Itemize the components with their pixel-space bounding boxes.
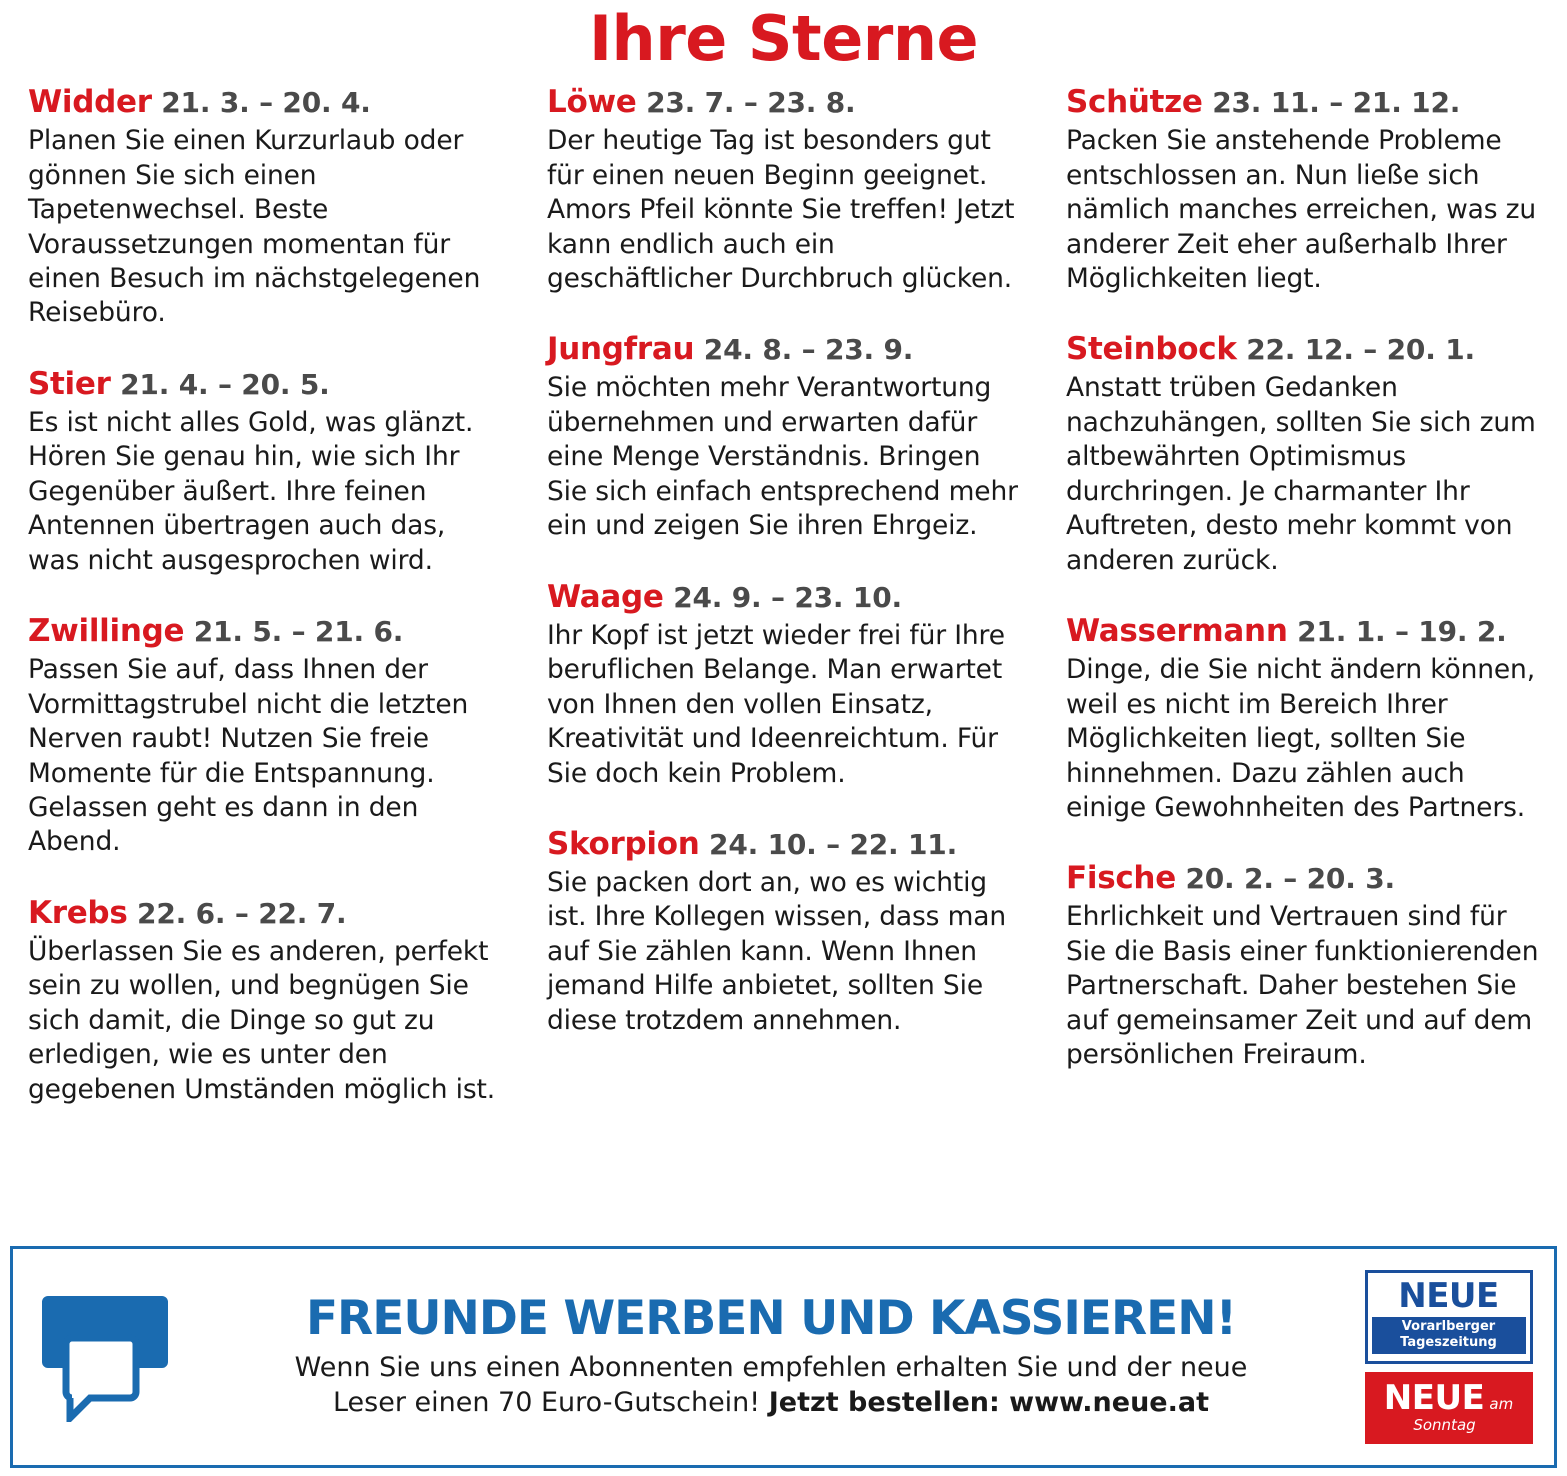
sign-name: Steinbock — [1066, 331, 1237, 368]
sign-wassermann — [1066, 614, 1539, 825]
sign-name: Schütze — [1066, 84, 1203, 121]
promo-order-link[interactable]: Jetzt bestellen: www.neue.at — [768, 1386, 1209, 1418]
promo-line-2-prefix: Leser einen 70 Euro-Gutschein! — [332, 1386, 761, 1418]
sign-dates: 22. 6. – 22. 7. — [137, 896, 347, 930]
promo-line-1: Wenn Sie uns einen Abonnenten empfehlen erhalten Sie und der neue — [294, 1352, 1248, 1384]
sign-heading — [547, 827, 1020, 861]
sign-name: Skorpion — [547, 825, 700, 862]
column-3 — [1066, 85, 1539, 1073]
sign-dates: 24. 8. – 23. 9. — [703, 333, 914, 367]
sign-jungfrau — [547, 332, 1020, 543]
sign-dates: 23. 11. – 21. 12. — [1212, 86, 1461, 120]
logo-subtitle: am Sonntag — [1413, 1394, 1514, 1434]
sign-name: Löwe — [547, 84, 637, 121]
sign-text: Sie packen dort an, wo es wichtig ist. Ihre Kollegen wissen, dass man auf Sie zählen kann. Wenn Ihnen jemand Hilfe anbietet, sollten Sie diese trotzdem annehmen. — [547, 867, 1006, 1036]
sign-dates: 21. 3. – 20. 4. — [161, 86, 371, 120]
promo-line-2 — [191, 1386, 1351, 1421]
sign-text: Überlassen Sie es anderen, perfekt sein zu wollen, und begnügen Sie sich damit, die Dinge so gut zu erledigen, wie es unter den gegebenen Umständen möglich ist. — [28, 935, 496, 1105]
sign-heading — [547, 85, 1020, 119]
sign-waage — [547, 580, 1020, 791]
sign-fische — [1066, 861, 1539, 1072]
sign-loewe — [547, 85, 1020, 296]
sign-dates: 24. 10. – 22. 11. — [709, 827, 958, 861]
sign-text: Sie möchten mehr Verantwortung übernehmen und erwarten dafür eine Menge Verständnis. Bringen Sie sich einfach entsprechend mehr ein und zeigen Sie ihren Ehrgeiz. — [547, 372, 1018, 542]
sign-text: Es ist nicht alles Gold, was glänzt. Hören Sie genau hin, wie sich Ihr Gegenüber äußert. Ihre feinen Antennen übertragen auch das, was nicht ausgesprochen wird. — [28, 406, 474, 576]
sign-dates: 21. 5. – 21. 6. — [193, 615, 404, 649]
sign-text: Der heutige Tag ist besonders gut für einen neuen Beginn geeignet. Amors Pfeil könnte Sie treffen! Jetzt kann endlich auch ein geschäftlicher Durchbruch glücken. — [547, 125, 1015, 294]
sign-dates: 23. 7. – 23. 8. — [646, 86, 856, 120]
column-1 — [28, 85, 501, 1107]
sign-heading — [28, 614, 501, 648]
sign-name: Waage — [547, 578, 664, 615]
sign-text: Passen Sie auf, dass Ihnen der Vormittagstrubel nicht die letzten Nerven raubt! Nutzen Sie freie Momente für die Entspannung. Gelassen geht es dann in den Abend. — [28, 654, 469, 858]
sign-name: Krebs — [28, 894, 128, 931]
sign-heading — [1066, 332, 1539, 366]
promo-title: FREUNDE WERBEN UND KASSIEREN! — [305, 1290, 1237, 1346]
sign-dates: 24. 9. – 23. 10. — [673, 580, 902, 614]
sign-text: Ehrlichkeit und Vertrauen sind für Sie die Basis einer funktionierenden Partnerschaft. Daher bestehen Sie auf gemeinsamer Zeit und auf dem persönlichen Freiraum. — [1066, 901, 1539, 1071]
sign-name: Wassermann — [1066, 613, 1288, 650]
logo-subtitle: Vorarlberger Tageszeitung — [1372, 1317, 1526, 1353]
sign-stier — [28, 367, 501, 578]
sign-name: Jungfrau — [547, 331, 695, 368]
sign-text: Ihr Kopf ist jetzt wieder frei für Ihre beruflichen Belange. Man erwartet von Ihnen den vollen Einsatz, Kreativität und Ideenreichtum. Für Sie doch kein Problem. — [547, 619, 1005, 789]
logo-word: NEUE — [1383, 1377, 1485, 1418]
sign-steinbock — [1066, 332, 1539, 578]
page-title: Ihre Sterne — [588, 2, 979, 75]
sign-heading — [547, 580, 1020, 614]
sign-dates: 20. 2. – 20. 3. — [1185, 862, 1395, 896]
sign-krebs — [28, 896, 501, 1107]
sign-dates: 22. 12. – 20. 1. — [1246, 333, 1475, 367]
sign-name: Zwillinge — [28, 613, 185, 650]
horoscope-columns — [28, 85, 1539, 1107]
sign-name: Stier — [28, 365, 111, 402]
sign-heading — [28, 896, 501, 930]
sign-text: Planen Sie einen Kurzurlaub oder gönnen Sie sich einen Tapetenwechsel. Beste Voraussetzungen momentan für einen Besuch im nächstgelegenen Reisebüro. — [28, 125, 481, 329]
sign-heading — [1066, 85, 1539, 119]
sign-widder — [28, 85, 501, 331]
sign-heading — [28, 367, 501, 401]
logo-neue-tageszeitung[interactable] — [1365, 1270, 1533, 1363]
sign-text: Packen Sie anstehende Probleme entschlossen an. Nun ließe sich nämlich manches erreichen, was zu anderer Zeit eher außerhalb Ihrer Möglichkeiten liegt. — [1066, 125, 1537, 294]
sign-heading — [28, 85, 501, 119]
logo-word: NEUE — [1398, 1276, 1499, 1317]
sign-dates: 21. 1. – 19. 2. — [1297, 615, 1507, 649]
sign-name: Widder — [28, 84, 152, 121]
sign-zwillinge — [28, 614, 501, 860]
sign-text: Anstatt trüben Gedanken nachzuhängen, sollten Sie sich zum altbewährten Optimismus durchringen. Je charmanter Ihr Auftreten, desto mehr kommt von anderen zurück. — [1066, 372, 1536, 576]
sign-heading — [1066, 614, 1539, 648]
sign-skorpion — [547, 827, 1020, 1038]
promo-text-block — [181, 1290, 1361, 1420]
speech-bubble-icon — [31, 1292, 181, 1422]
sign-text: Dinge, die Sie nicht ändern können, weil es nicht im Bereich Ihrer Möglichkeiten liegt, sollten Sie hinnehmen. Dazu zählen auch einige Gewohnheiten des Partners. — [1066, 654, 1535, 823]
promo-banner[interactable] — [10, 1246, 1557, 1468]
sign-heading — [1066, 861, 1539, 895]
sign-schuetze — [1066, 85, 1539, 296]
column-2 — [547, 85, 1020, 1038]
promo-logos — [1361, 1270, 1536, 1443]
sign-name: Fische — [1066, 860, 1176, 897]
sign-dates: 21. 4. – 20. 5. — [120, 367, 330, 401]
logo-neue-am-sonntag[interactable] — [1365, 1372, 1533, 1444]
sign-heading — [547, 332, 1020, 366]
